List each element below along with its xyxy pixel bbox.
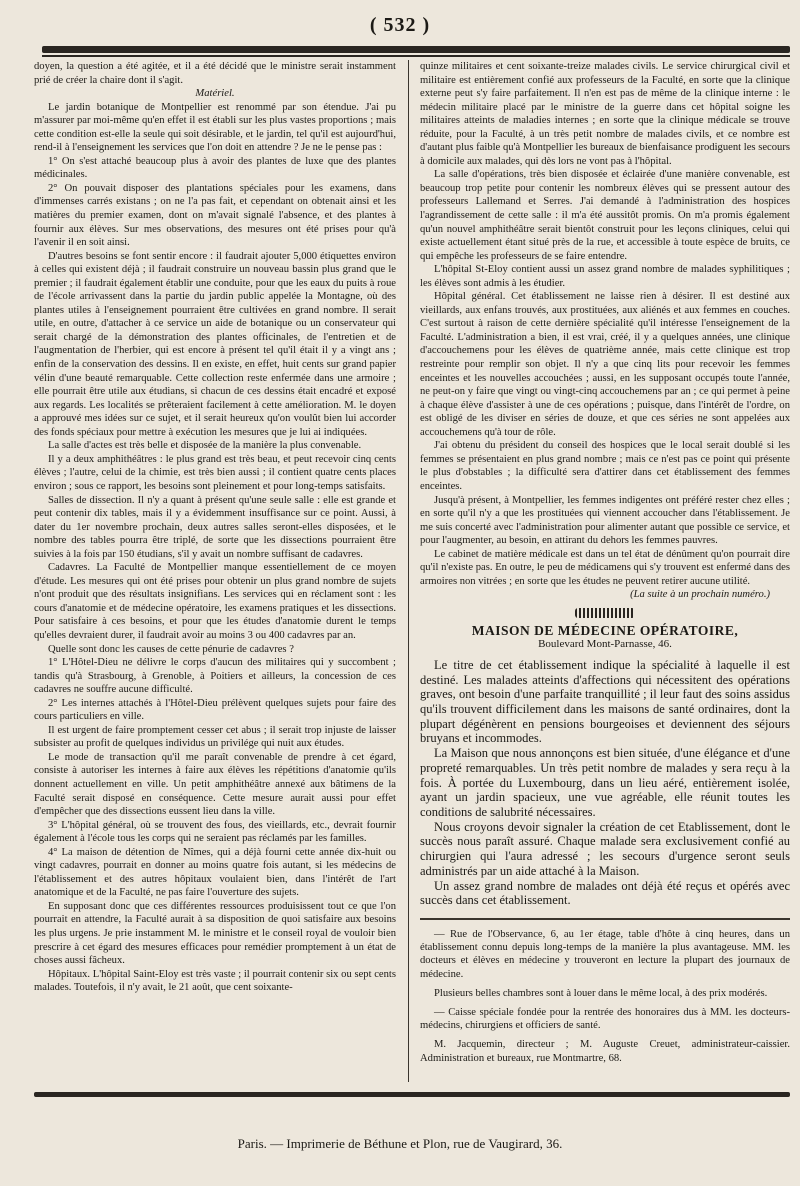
left-paragraph: doyen, la question a été agitée, et il a été décidé que le ministre serait instamment prié de créer la chaire dont il s'agit. [34, 61, 396, 86]
left-paragraph: 3° L'hôpital général, où se trouvent des fous, des vieillards, etc., devrait fournir également à l'école tous les corps qui ne seraient pas réclamés par les familles. [34, 819, 396, 845]
left-paragraph: Salles de dissection. Il n'y a quant à présent qu'une seule salle : elle est grande et peut contenir dix tables, mais il y a évidemment insuffisance sur ce point. Aussi, à dater du 1er novembre prochain, deux autres salles seront-elles disposées, et le nombre des tables pourra être triplé, de sorte que les dissections pourraient être suivies à la fois par 150 étudians, s'il y avait un nombre suffisant de cadavres. [34, 494, 396, 560]
advertisements [420, 928, 790, 1065]
left-paragraph: Le mode de transaction qu'il me paraît convenable de prendre à cet égard, consiste à autoriser les internes à faire aux élèves les répétitions d'anatomie qu'ils donnent actuellement en ville. Un petit amphithéâtre annexé aux bâtimens de la Faculté serait disposé en conséquence. Cette mesure aurait aussi pour effet d'empêcher que des dissections eussent lieu dans la ville. [34, 751, 396, 818]
left-paragraph: 4° La maison de détention de Nîmes, qui a déjà fourni cette année dix-huit ou vingt cadavres, pourrait en donner au moins quatre fois autant, si les médecins de l'établissement et des autres hôpitaux voulaient bien, dans l'intérêt de l'art anatomique et de la Faculté, ne pas faire l'ouverture des sujets. [34, 846, 396, 899]
right-paragraph: La salle d'opérations, très bien disposée et éclairée d'une manière convenable, est beaucoup trop petite pour contenir les nombreux élèves qui se pressent autour des professeurs Lallemand et Serres. J'ai demandé à l'administration des hospices l'agrandissement de cette salle : il m'a été aussitôt promis. On m'a promis également qu'un nouvel amphithéâtre serait bientôt construit pour les leçons cliniques, celui qui existe actuellement étant situé près de la rue, et accessible à toute espèce de bruits, ce qui empêche les professeurs de se faire entendre. [420, 169, 790, 262]
left-paragraph: 1° On s'est attaché beaucoup plus à avoir des plantes de luxe que des plantes médicinales. [34, 155, 396, 181]
top-rule [42, 46, 790, 53]
advert-paragraph: — Caisse spéciale fondée pour la rentrée des honoraires dus à MM. les docteurs-médecins, chirurgiens et officiers de santé. [420, 1006, 790, 1032]
right-paragraph: L'hôpital St-Eloy contient aussi un assez grand nombre de malades syphilitiques ; les élèves sont admis à les étudier. [420, 264, 790, 289]
advert-paragraph: — Rue de l'Observance, 6, au 1er étage, table d'hôte à cinq heures, dans un établissement connu depuis long-temps de la manière la plus avantageuse. MM. les docteurs et élèves en médecine y trouveront en lecture la plupart des journaux de médecine. [420, 928, 790, 980]
advert-paragraph: M. Jacquemin, directeur ; M. Auguste Creuet, administrateur-caissier. Administration et bureaux, rue Montmartre, 68. [420, 1039, 790, 1064]
left-paragraph: Quelle sont donc les causes de cette pénurie de cadavres ? [48, 643, 294, 655]
maison-paragraph: Nous croyons devoir signaler la création de cet Etablissement, dont le succès nous paraît assuré. Chaque malade sera exclusivement confié au chirurgien qui l'aura adressé ; les secours d'urgence seront seuls administrés par un aide attaché à la Maison. [420, 819, 790, 878]
bottom-rule [34, 1092, 790, 1097]
left-paragraph: Hôpitaux. L'hôpital Saint-Eloy est très vaste ; il pourrait contenir six ou sept cents malades. Toutefois, il n'y avait, le 21 août, que cent soixante- [34, 968, 396, 994]
section-rule [420, 918, 790, 920]
right-paragraph: Hôpital général. Cet établissement ne laisse rien à désirer. Il est destiné aux vieillards, aux enfans trouvés, aux prostituées, aux aliénés et aux femmes en couches. C'est surtout à raison de cette dernière spécialité qu'il intéresse l'enseignement de la Faculté. L'administration a bien, il est vrai, créé, il y a quelques années, une clinique d'accouchemens pour les élèves de quatrième année, mais cette clinique est trop restreinte pour remplir son objet. Il n'y a que cinq lits pour recevoir les femmes enceintes et les nouvelles accouchées ; aussi, en les supposant occupés toute l'année, ne peut-on y faire que vingt ou vingt-cinq accouchemens par an ; ce qui permet à peine à chaque élève d'assister à une de ces opérations ; puisque, dans l'intérêt de l'ordre, on est obligé de les diviser en séries de douze, et que ces séries ne sont appelées aux accouchemens qu'à tour de rôle. [420, 291, 790, 438]
maison-address: Boulevard Mont-Parnasse, 46. [538, 638, 672, 651]
left-paragraph: En supposant donc que ces différentes ressources produisissent tout ce que l'on pourrait en attendre, la Faculté aurait à sa disposition de quoi satisfaire aux besoins les plus urgens. Je prie instamment M. le ministre et le conseil royal de vouloir bien prescrire à cet égard des mesures efficaces pour remédier promptement à un état de choses aussi fâcheux. [34, 900, 396, 967]
left-paragraph: La salle d'actes est très belle et disposée de la manière la plus convenable. [48, 440, 362, 452]
right-paragraph: Le cabinet de matière médicale est dans un tel état de dénûment qu'on pourrait dire qu'il n'existe pas. En outre, le peu de médicamens qui s'y trouvent est enfermé dans des armoires non vitrées ; en sorte que les études ne peuvent retirer aucune utilité. [420, 548, 790, 587]
maison-paragraph: La Maison que nous annonçons est bien située, d'une élégance et d'une propreté remarquables. Un très petit nombre de malades y sera reçu à la fois. À portée du Luxembourg, dans un lieu aéré, entièrement isolée, ayant un jardin spacieux, une vue agréable, elle réunit toutes les conditions de salubrité nécessaires. [420, 746, 790, 819]
column-divider [408, 60, 409, 1082]
right-column-article [420, 60, 790, 588]
left-column [34, 60, 396, 995]
right-column [420, 60, 790, 1065]
right-paragraph: quinze militaires et cent soixante-treize malades civils. Le service chirurgical civil et militaire est entièrement confié aux professeurs de la Faculté, en sorte que la clinique externe peut s'y faire parfaitement. Il n'en est pas de même de la clinique interne : le médecin militaire placé par le ministre de la guerre dans cet hôpital soigne les militaires atteints de maladies internes ; en sorte que la clinique médicale se trouve réduite, pour la Faculté, à un très petit nombre de malades civils, et ce nombre est d'autant plus faible qu'à Montpellier les bureaux de bienfaisance prodiguent les secours à domicile aux malades, qui dès lors ne vont pas à l'hôpital. [420, 61, 790, 167]
left-paragraph: Matériel. [195, 88, 235, 100]
left-paragraph: Cadavres. La Faculté de Montpellier manque essentiellement de ce moyen d'étude. Les mesures qui ont été prises pour obtenir un plus grand nombre de sujets n'ont produit que des résultats insignifians. Les services qui en réclament sont : les cours d'anatomie et de médecine opératoire, les examens pratiques et les dissections. Pour satisfaire à ces besoins, et pour que les études d'anatomie durent le temps qu'elles devraient durer, il faudrait avoir au moins 3 ou 400 cadavres par an. [34, 562, 396, 641]
left-paragraph: Il est urgent de faire promptement cesser cet abus ; il serait trop injuste de laisser subsister au profit de quelques individus un privilége qui nuit aux études. [34, 724, 396, 750]
continued-note: (La suite à un prochain numéro.) [630, 589, 770, 601]
left-paragraph: 1° L'Hôtel-Dieu ne délivre le corps d'aucun des militaires qui y succombent ; tandis qu'à Strasbourg, à Grenoble, à Poitiers et ailleurs, la concession de ces cadavres ne souffre aucune difficulté. [34, 657, 396, 696]
imprint-line: Paris. — Imprimerie de Béthune et Plon, rue de Vaugirard, 36. [237, 1136, 563, 1151]
right-paragraph: Jusqu'à présent, à Montpellier, les femmes indigentes ont préféré rester chez elles ; en sorte qu'il n'y a que les prostituées qui viennent accoucher dans l'établissement. Je me suis concerté avec l'administration pour alimenter autant que possible ce service, et pour l'augmenter, au besoin, en attirant du dehors les femmes pauvres. [420, 494, 790, 547]
top-rule-thin [42, 55, 790, 57]
left-paragraph: 2° On pouvait disposer des plantations spéciales pour les examens, dans d'immenses carrés existans ; on ne l'a pas fait, et cependant on obtenait ainsi et les matières du premier examen, dont on m'avait signalé l'absence, et des plantes à fournir aux élèves. Sur mes observations, des mesures ont été prises pour qu'à l'avenir il en soit ainsi. [34, 182, 396, 249]
maison-paragraph: Un assez grand nombre de malades ont déjà été reçus et opérés avec succès dans cet établissement. [420, 878, 790, 908]
left-paragraph: Il y a deux amphithéâtres : le plus grand est très beau, et peut recevoir cinq cents élèves ; l'autre, celui de la chimie, est très bien aussi ; il contient quatre cents places environ ; sous ce rapport, les besoins sont pleinement et pour long-temps satisfaits. [34, 453, 396, 492]
left-paragraph: 2° Les internes attachés à l'Hôtel-Dieu prélèvent quelques sujets pour faire des cours particuliers en ville. [34, 697, 396, 723]
page-number: ( 532 ) [369, 14, 431, 36]
maison-paragraph: Le titre de cet établissement indique la spécialité à laquelle il est destiné. Les malades atteints d'affections qui nécessitent des opérations graves, ont besoin d'une parfaite tranquillité ; il leur faut des soins assidus qu'ils trouvent difficilement dans les maisons de santé ordinaires, dont la plupart dégénèrent en pensions bourgeoises et deviennent des séjours bruyans et incommodes. [420, 657, 790, 746]
right-paragraph: J'ai obtenu du président du conseil des hospices que le local serait doublé si les femmes se présentaient en plus grand nombre ; mais ce n'est pas ce point qui présente le plus d'obstables ; la difficulté sera d'attirer dans cet établissement des femmes enceintes. [420, 440, 790, 492]
maison-title: MAISON DE MÉDECINE OPÉRATOIRE, [471, 622, 739, 638]
ornament-divider [575, 608, 635, 618]
advert-paragraph: Plusieurs belles chambres sont à louer dans le même local, à des prix modérés. [434, 987, 768, 999]
left-paragraph: Le jardin botanique de Montpellier est renommé par son étendue. J'ai pu m'assurer par moi-même qu'en effet il est établi sur les plus vastes proportions ; mais cette condition est-elle la seule qui soit désirable, et le jardin, tel qu'il est aujourd'hui, rend-il à l'enseignement les services que l'on doit en attendre ? Je ne le pense pas : [34, 101, 396, 154]
maison-article [420, 658, 790, 908]
left-paragraph: D'autres besoins se font sentir encore : il faudrait ajouter 5,000 étiquettes environ à celles qui existent déjà ; il faudrait construire un nouveau bassin plus grand que le premier ; il faudrait également établir une conduite, pour que les eaux du puits à roue de l'école arrivassent dans la partie du jardin public appelée la Montagne, où des plantes utiles à l'enseignement pourraient être cultivées en grand nombre. Il serait utile, en outre, d'attacher à ce service un aide de botanique ou un conservateur qui serait chargé de la démonstration des plantes officinales, de l'entretien et de l'augmentation de l'herbier, qui est encore à présent tel qu'il était il y a vingt ans ; enfin de la conservation des dessins. Il en existe, en effet, huit cents sur grand papier vélin d'une beauté remarquable. Cette collection reste enfermée dans une armoire ; elle pourrait être utile aux étudians, si chacun de ces dessins était encadré et exposé aux regards. Les localités se prêteraient facilement à cette amélioration. M. le doyen a approuvé mes idées sur ce sujet, et il serait heureux qu'on voulût bien lui accorder des fonds spéciaux pour mettre à exécution les mesures que je lui ai indiquées. [34, 250, 396, 438]
